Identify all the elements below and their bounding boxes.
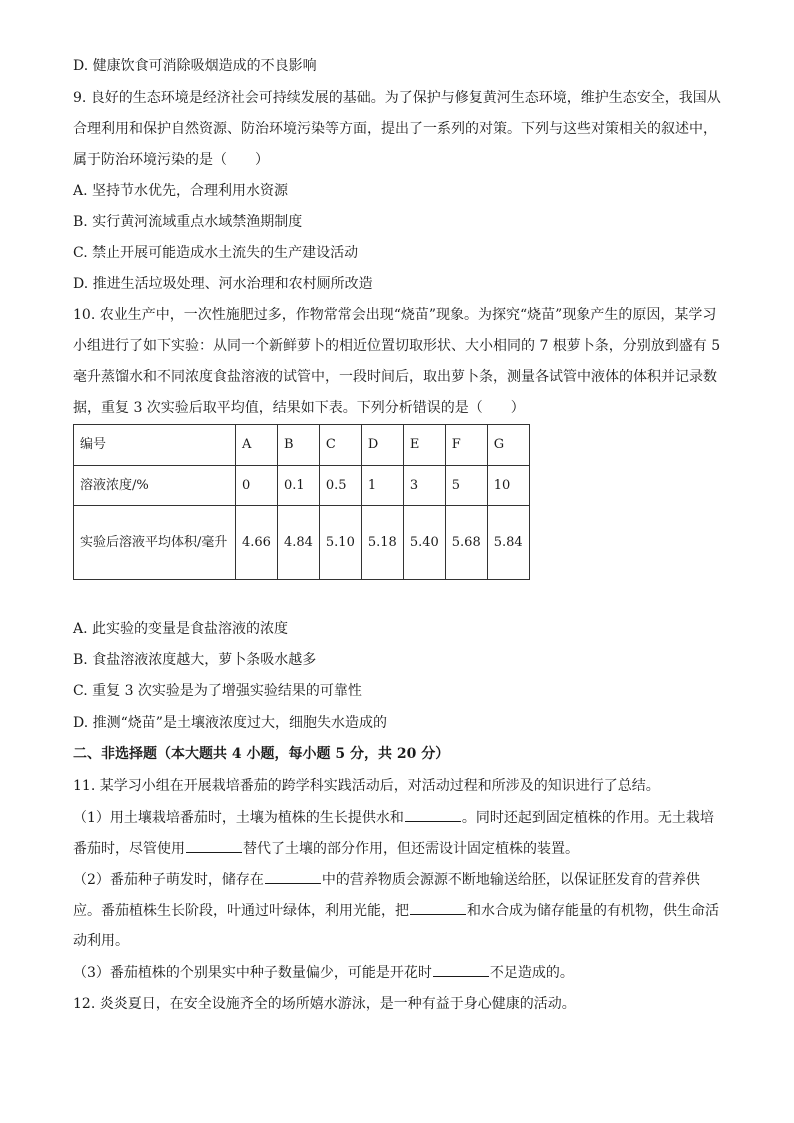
- q11-part-1-line-1: [73, 807, 733, 827]
- q11-part-2-text-c: 应。番茄植株生长阶段，叶通过叶绿体，利用光能，把: [73, 903, 409, 919]
- q9-option-b: B. 实行黄河流域重点水域禁渔期制度: [73, 214, 303, 230]
- q11-part-3-line-1: [73, 962, 733, 982]
- table-cell: 5.18: [361, 506, 403, 580]
- table-row-label: 实验后溶液平均体积/毫升: [74, 506, 236, 580]
- q9-stem-line-1: 9. 良好的生态环境是经济社会可持续发展的基础。为了保护与修复黄河生态环境，维护生态安全，我国从: [73, 90, 721, 106]
- table-cell: 5: [445, 466, 487, 506]
- q10-option-b: B. 食盐溶液浓度越大，萝卜条吸水越多: [73, 652, 317, 668]
- q11-part-3-text-b: 不足造成的。: [489, 965, 574, 981]
- q10-option-d: D. 推测“烧苗”是土壤液浓度过大，细胞失水造成的: [73, 715, 387, 731]
- q10-stem-line-2: 小组进行了如下实验：从同一个新鲜萝卜的相近位置切取形状、大小相同的 7 根萝卜条，分别放到盛有 5: [73, 338, 721, 354]
- table-row-label: 溶液浓度/%: [74, 466, 236, 506]
- q10-stem-line-1: 10. 农业生产中，一次性施肥过多，作物常常会出现“烧苗”现象。为探究“烧苗”现象产生的原因，某学习: [73, 307, 717, 323]
- q11-part-1-line-2: [73, 838, 733, 858]
- table-cell: F: [445, 425, 487, 466]
- table-cell: C: [319, 425, 361, 466]
- q11-part-2-line-1: [73, 869, 733, 889]
- answer-blank[interactable]: [433, 962, 489, 977]
- q10-option-c: C. 重复 3 次实验是为了增强实验结果的可靠性: [73, 683, 362, 699]
- q10-option-a: A. 此实验的变量是食盐溶液的浓度: [73, 621, 289, 637]
- table-row: [74, 425, 530, 466]
- q10-stem-line-3: 毫升蒸馏水和不同浓度食盐溶液的试管中，一段时间后，取出萝卜条，测量各试管中液体的体积并记录数: [73, 369, 717, 385]
- table-row: [74, 466, 530, 506]
- table-cell: 1: [361, 466, 403, 506]
- q11-part-3-text-a: （3）番茄植株的个别果实中种子数量偏少，可能是开花时: [73, 965, 432, 981]
- table-cell: 5.84: [487, 506, 529, 580]
- q11-part-1-text-c: 番茄时，尽管使用: [73, 841, 185, 857]
- table-cell: A: [236, 425, 278, 466]
- section-2-heading: 二、非选择题（本大题共 4 小题，每小题 5 分，共 20 分）: [73, 746, 450, 762]
- table-cell: 3: [403, 466, 445, 506]
- q11-part-1-text-a: （1）用土壤栽培番茄时，土壤为植株的生长提供水和: [73, 810, 404, 826]
- q11-part-2-text-b: 中的营养物质会源源不断地输送给胚，以保证胚发育的营养供: [321, 872, 700, 888]
- table-row-label: 编号: [74, 425, 236, 466]
- table-cell: D: [361, 425, 403, 466]
- table-cell: 0: [236, 466, 278, 506]
- table-cell: 10: [487, 466, 529, 506]
- table-cell: E: [403, 425, 445, 466]
- table-cell: 5.10: [319, 506, 361, 580]
- q11-part-1-text-b: 。同时还起到固定植株的作用。无土栽培: [461, 810, 714, 826]
- q11-part-1-text-d: 替代了土壤的部分作用，但还需设计固定植株的装置。: [243, 841, 579, 857]
- table-cell: 4.84: [277, 506, 319, 580]
- table-cell: 5.68: [445, 506, 487, 580]
- answer-blank[interactable]: [405, 807, 461, 822]
- experiment-table: [73, 424, 530, 580]
- table-cell: 5.40: [403, 506, 445, 580]
- table-cell: 4.66: [236, 506, 278, 580]
- q9-option-c: C. 禁止开展可能造成水土流失的生产建设活动: [73, 245, 359, 261]
- q9-stem-line-2: 合理利用和保护自然资源、防治环境污染等方面，提出了一系列的对策。下列与这些对策相关的叙述中，: [73, 121, 717, 137]
- q10-stem-line-4: 据，重复 3 次实验后取平均值，结果如下表。下列分析错误的是（ ）: [73, 400, 525, 416]
- answer-blank[interactable]: [410, 900, 466, 915]
- table-cell: 0.5: [319, 466, 361, 506]
- q9-option-a: A. 坚持节水优先，合理利用水资源: [73, 183, 289, 199]
- table-cell: G: [487, 425, 529, 466]
- table-cell: B: [277, 425, 319, 466]
- answer-blank[interactable]: [265, 869, 321, 884]
- table-row: [74, 506, 530, 580]
- q11-part-2-line-2: [73, 900, 733, 920]
- q11-part-2-text-d: 和水合成为储存能量的有机物，供生命活: [467, 903, 719, 919]
- q9-stem-line-3: 属于防治环境污染的是（ ）: [73, 152, 269, 168]
- q8-option-d: D. 健康饮食可消除吸烟造成的不良影响: [73, 58, 317, 74]
- q11-stem: 11. 某学习小组在开展栽培番茄的跨学科实践活动后，对活动过程和所涉及的知识进行了总结。: [73, 778, 660, 794]
- table-cell: 0.1: [277, 466, 319, 506]
- answer-blank[interactable]: [186, 838, 242, 853]
- q12-stem: 12. 炎炎夏日，在安全设施齐全的场所嬉水游泳，是一种有益于身心健康的活动。: [73, 996, 576, 1012]
- q11-part-2-line-3: 动利用。: [73, 933, 129, 949]
- q11-part-2-text-a: （2）番茄种子萌发时，储存在: [73, 872, 264, 888]
- q9-option-d: D. 推进生活垃圾处理、河水治理和农村厕所改造: [73, 276, 373, 292]
